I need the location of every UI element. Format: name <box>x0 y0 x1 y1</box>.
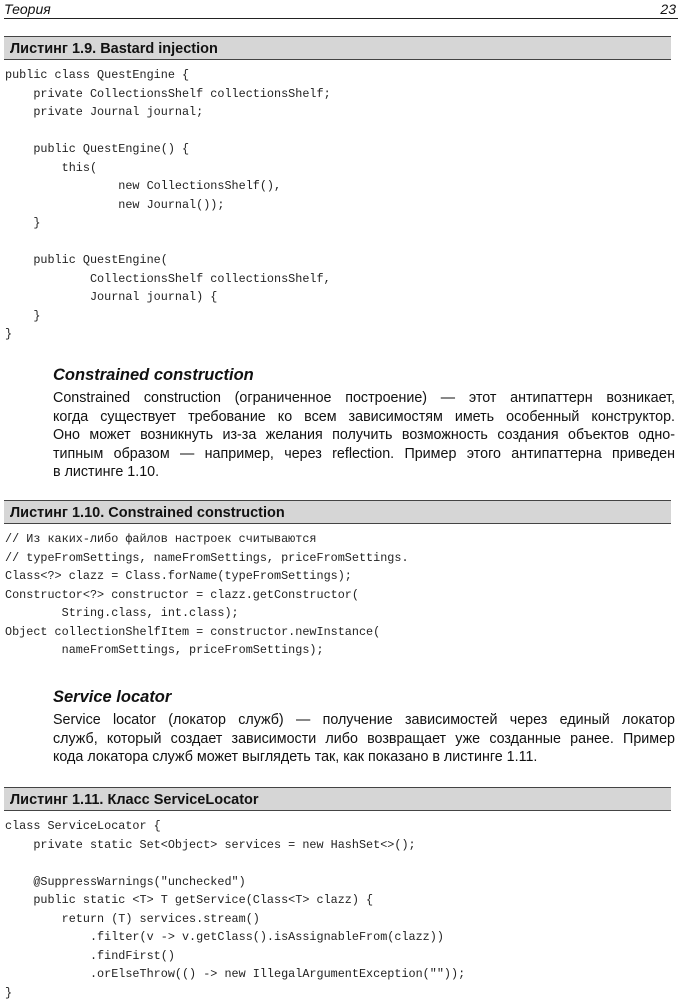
paragraph-line: в листинге 1.10. <box>53 464 160 481</box>
page-header <box>4 0 678 19</box>
paragraph-line: служб, который создает зависимости либо возвращает уже созданные ранее. Пример <box>53 730 675 747</box>
paragraph-line: Service locator (локатор служб) — получение зависимостей через единый локатор <box>53 712 675 728</box>
paragraph-line: когда существует требование ко всем зависимостям иметь особенный конструктор. <box>53 408 675 425</box>
paragraph-line: Constrained construction (ограниченное построение) — этот антипаттерн возникает, <box>53 390 675 406</box>
section-name: Теория <box>4 1 51 17</box>
service-locator-paragraph <box>53 711 675 767</box>
listing-1-11-title: Листинг 1.11. Класс ServiceLocator <box>4 787 671 811</box>
constrained-construction-paragraph <box>53 389 675 482</box>
paragraph-line: типным образом — например, через reflection. Пример этого антипаттерна приведен <box>53 445 675 462</box>
listing-1-11-code: class ServiceLocator { private static Set<Object> services = new HashSet<>(); @SuppressWarnings("unchecked") public static <T> T getService(Class<T> clazz) { return (T) services.stream() .filter(v -> v.getClass().isAssignableFrom(clazz)) .findFirst() .orElseThrow(() -> new IllegalArgumentException("")); } <box>5 819 466 1000</box>
service-locator-heading: Service locator <box>53 688 172 706</box>
listing-1-10-title: Листинг 1.10. Constrained construction <box>4 500 671 524</box>
paragraph-line: Оно может возникнуть из-за желания получить возможность создания объектов одно- <box>53 427 675 444</box>
listing-1-9-title: Листинг 1.9. Bastard injection <box>4 36 671 60</box>
listing-1-10-code: // Из каких-либо файлов настроек считываются // typeFromSettings, nameFromSettings, priceFromSettings. Class<?> clazz = Class.forName(typeFromSettings); Constructor<?> constructor = clazz.getConstructor( String.class, int.class); Object collectionShelfItem = constructor.newInstance( nameFromSettings, priceFromSettings); <box>5 532 409 657</box>
page-number: 23 <box>660 1 676 17</box>
paragraph-line: кода локатора служб может выглядеть так, как показано в листинге 1.11. <box>53 749 538 766</box>
constrained-construction-heading: Constrained construction <box>53 366 254 384</box>
listing-1-9-code: public class QuestEngine { private CollectionsShelf collectionsShelf; private Journal journal; public QuestEngine() { this( new CollectionsShelf(), new Journal()); } public QuestEngine( CollectionsShelf collectionsShelf, Journal journal) { } } <box>5 68 331 341</box>
